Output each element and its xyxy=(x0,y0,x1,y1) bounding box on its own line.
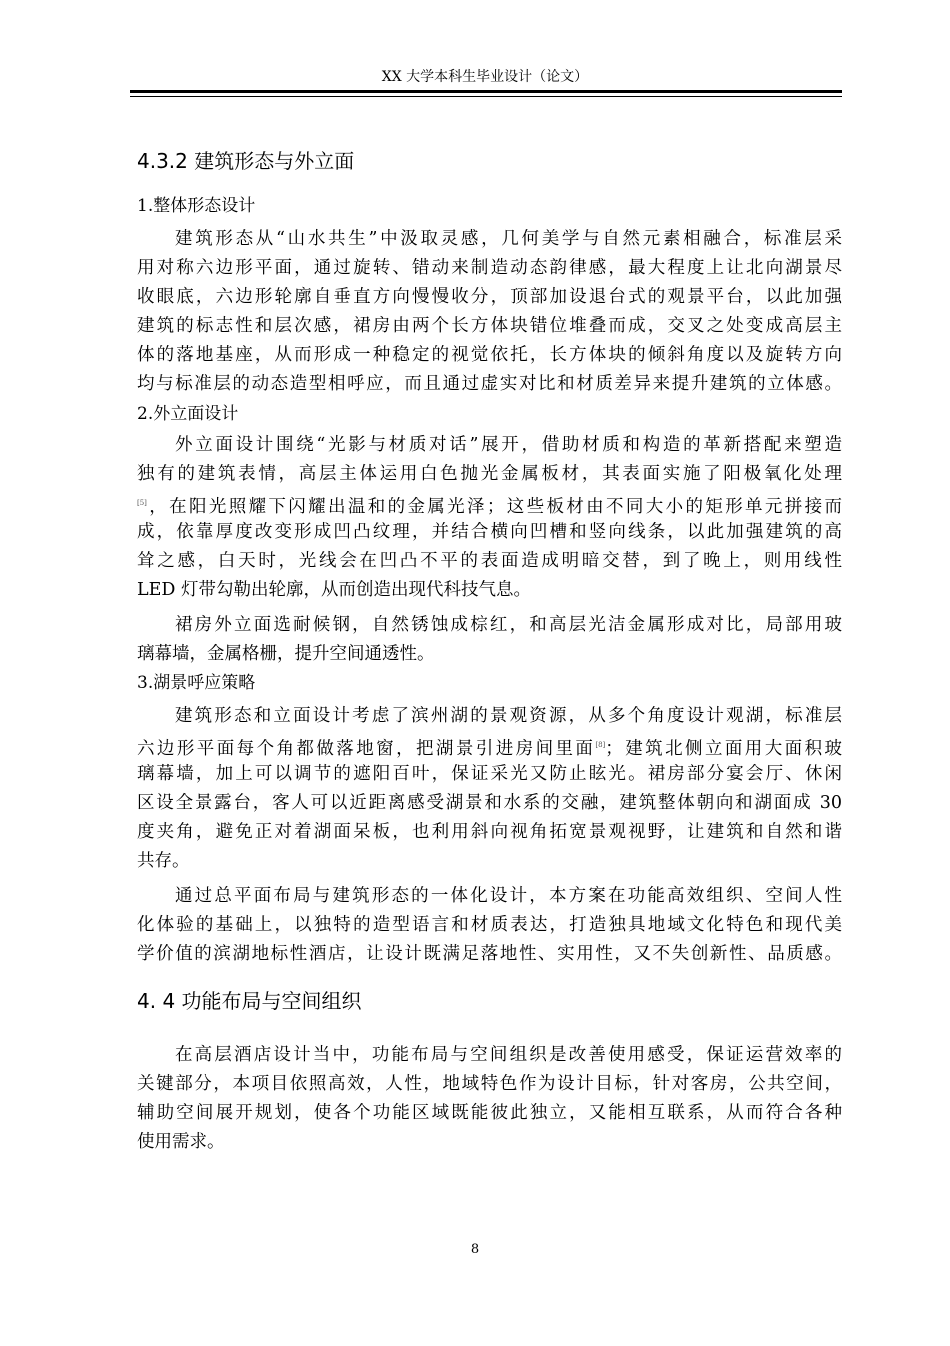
header-rule-thick xyxy=(130,90,842,93)
paragraph-line: 辅助空间展开规划，使各个功能区域既能彼此独立，又能相互联系，从而符合各种 xyxy=(137,1103,842,1123)
paragraph-text: 六边形平面每个角都做落地窗，把湖景引进房间里面 xyxy=(137,739,596,759)
paragraph-line: 用对称六边形平面，通过旋转、错动来制造动态韵律感，最大程度上让北向湖景尽 xyxy=(137,258,842,278)
paragraph-line xyxy=(137,490,842,520)
subheading-lake-strategy: 3.湖景呼应策略 xyxy=(137,673,256,693)
paragraph-line: 耸之感，白天时，光线会在凹凸不平的表面造成明暗交替，到了晚上，则用线性 xyxy=(137,551,842,571)
citation-ref: [5] xyxy=(137,499,147,507)
paragraph-line: 裙房外立面选耐候钢，自然锈蚀成棕红，和高层光洁金属形成对比，局部用玻 xyxy=(175,615,842,635)
paragraph-line: 关键部分，本项目依照高效，人性，地域特色作为设计目标，针对客房，公共空间， xyxy=(137,1074,842,1094)
citation-ref: [8] xyxy=(595,741,606,749)
paragraph-line: 建筑的标志性和层次感，裙房由两个长方体块错位堆叠而成，交叉之处变成高层主 xyxy=(137,316,842,336)
page-header: XX 大学本科生毕业设计（论文） xyxy=(381,69,589,85)
paragraph-line: 成，依靠厚度改变形成凹凸纹理，并结合横向凹槽和竖向线条，以此加强建筑的高 xyxy=(137,522,842,542)
paragraph-line: 体的落地基座，从而形成一种稳定的视觉依托，长方体块的倾斜角度以及旋转方向 xyxy=(137,345,842,365)
paragraph-line: 通过总平面布局与建筑形态的一体化设计，本方案在功能高效组织、空间人性 xyxy=(175,886,842,906)
paragraph-line: 区设全景露台，客人可以近距离感受湖景和水系的交融，建筑整体朝向和湖面成 30 xyxy=(137,793,842,813)
paragraph-line: 璃幕墙，加上可以调节的遮阳百叶，保证采光又防止眩光。裙房部分宴会厅、休闲 xyxy=(137,764,842,784)
paragraph-line: LED 灯带勾勒出轮廓，从而创造出现代科技气息。 xyxy=(137,580,531,600)
subheading-facade-design: 2.外立面设计 xyxy=(137,404,239,424)
paragraph-line: 建筑形态从“山水共生”中汲取灵感，几何美学与自然元素相融合，标准层采 xyxy=(175,229,842,249)
paragraph-line: 使用需求。 xyxy=(137,1132,225,1152)
header-rule-thin xyxy=(130,96,842,97)
section-heading-4-3-2: 4.3.2 建筑形态与外立面 xyxy=(137,149,355,173)
paragraph-text: ；建筑北侧立面用大面积玻 xyxy=(605,739,843,759)
paragraph-line: 璃幕墙，金属格栅，提升空间通透性。 xyxy=(137,644,435,664)
page-number: 8 xyxy=(470,1242,480,1257)
paragraph-line: 度夹角，避免正对着湖面呆板，也利用斜向视角拓宽景观视野，让建筑和自然和谐 xyxy=(137,822,842,842)
subheading-form-design: 1.整体形态设计 xyxy=(137,196,256,216)
paragraph-line: 独有的建筑表情，高层主体运用白色抛光金属板材，其表面实施了阳极氧化处理 xyxy=(137,464,842,484)
section-heading-4-4: 4. 4 功能布局与空间组织 xyxy=(137,989,362,1013)
paragraph-line xyxy=(137,732,842,762)
paragraph-line: 在高层酒店设计当中，功能布局与空间组织是改善使用感受，保证运营效率的 xyxy=(175,1045,842,1065)
paragraph-line: 收眼底，六边形轮廓自垂直方向慢慢收分，顶部加设退台式的观景平台，以此加强 xyxy=(137,287,842,307)
paragraph-line: 均与标准层的动态造型相呼应，而且通过虚实对比和材质差异来提升建筑的立体感。 xyxy=(137,374,842,394)
paragraph-line: 化体验的基础上，以独特的造型语言和材质表达，打造独具地域文化特色和现代美 xyxy=(137,915,842,935)
paragraph-line: 建筑形态和立面设计考虑了滨州湖的景观资源，从多个角度设计观湖，标准层 xyxy=(175,706,842,726)
paragraph-line: 共存。 xyxy=(137,851,190,871)
paragraph-line: 学价值的滨湖地标性酒店，让设计既满足落地性、实用性，又不失创新性、品质感。 xyxy=(137,944,842,964)
paragraph-text: ，在阳光照耀下闪耀出温和的金属光泽；这些板材由不同大小的矩形单元拼接而 xyxy=(146,497,842,517)
paragraph-line: 外立面设计围绕“光影与材质对话”展开，借助材质和构造的革新搭配来塑造 xyxy=(175,435,842,455)
